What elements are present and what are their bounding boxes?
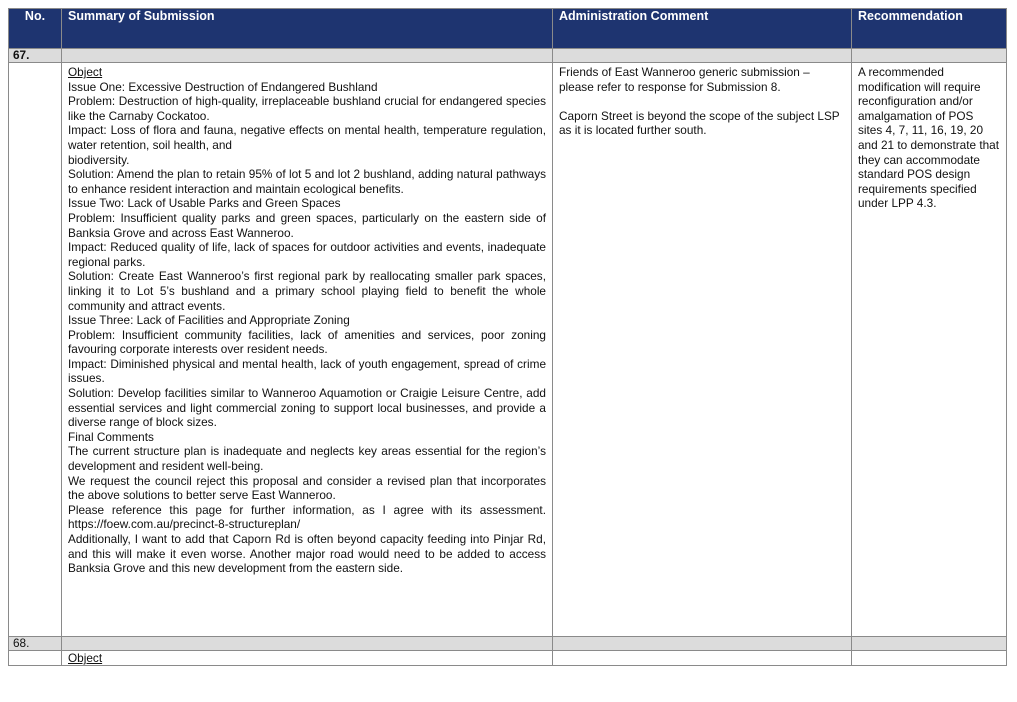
table-header-row <box>9 9 1007 49</box>
summary-line: Impact: Diminished physical and mental health, lack of youth engagement, spread of crime issues. <box>68 356 546 386</box>
summary-line: Solution: Develop facilities similar to Wanneroo Aquamotion or Craigie Leisure Centre, add essential services and light commercial zoning to support local businesses, and provide a diverse range of block sizes. <box>68 386 546 430</box>
header-no: No. <box>9 9 62 49</box>
admin-comment-cell <box>553 63 852 637</box>
table-row <box>9 63 1007 637</box>
table-row <box>9 651 1007 666</box>
summary-line: The current structure plan is inadequate and neglects key areas essential for the region’s development and resident well-being. <box>68 444 546 474</box>
number-row-cell <box>852 49 1007 63</box>
summary-text <box>68 65 546 576</box>
submissions-table <box>8 8 1007 666</box>
header-recommendation: Recommendation <box>852 9 1007 49</box>
recommendation-cell <box>852 651 1007 666</box>
admin-comment-paragraph: Friends of East Wanneroo generic submission – please refer to response for Submission 8. <box>559 65 810 94</box>
submission-number: 67. <box>9 49 62 63</box>
summary-line: Impact: Reduced quality of life, lack of spaces for outdoor activities and events, inadequate regional parks. <box>68 240 546 269</box>
summary-line: Solution: Create East Wanneroo’s first regional park by reallocating smaller park spaces, linking it to Lot 5’s bushland and a primary school playing field to benefit the whole community and attract events. <box>68 269 546 313</box>
number-row-cell <box>553 49 852 63</box>
recommendation-cell: A recommended modification will require reconfiguration and/or amalgamation of POS sites 4, 7, 11, 16, 19, 20 and 21 to demonstrate that they can accommodate standard POS design requirements specified under LPP 4.3. <box>852 63 1007 637</box>
summary-line: Problem: Insufficient community facilities, lack of amenities and services, poor zoning favouring corporate interests over resident needs. <box>68 327 546 357</box>
summary-line: Additionally, I want to add that Caporn Rd is often beyond capacity feeding into Pinjar Rd, and this will make it even worse. Another major road would need to be added to access Banksia Grove and this new development from the eastern side. <box>68 532 546 576</box>
summary-object-label: Object <box>68 65 103 79</box>
summary-cell <box>62 63 553 637</box>
submission-number: 68. <box>9 637 62 651</box>
summary-line: Final Comments <box>68 429 154 444</box>
header-admin-comment: Administration Comment <box>553 9 852 49</box>
summary-line: Please reference this page for further information, as I agree with its assessment. https://foew.com.au/precinct-8-structureplan/ <box>68 502 546 532</box>
summary-line: Issue Three: Lack of Facilities and Appropriate Zoning <box>68 313 350 328</box>
number-row-cell <box>553 637 852 651</box>
no-cell <box>9 63 62 637</box>
no-cell <box>9 651 62 666</box>
summary-line: biodiversity. <box>68 152 130 167</box>
summary-line: Issue Two: Lack of Usable Parks and Green Spaces <box>68 196 341 211</box>
summary-object-label: Object <box>68 651 103 665</box>
summary-line: Problem: Destruction of high-quality, irreplaceable bushland crucial for endangered species like the Carnaby Cockatoo. <box>68 94 546 123</box>
number-row-cell <box>62 49 553 63</box>
summary-line: We request the council reject this proposal and consider a revised plan that incorporates the above solutions to better serve East Wanneroo. <box>68 473 546 503</box>
admin-comment-cell <box>553 651 852 666</box>
summary-line: Solution: Amend the plan to retain 95% of lot 5 and lot 2 bushland, adding natural pathways to enhance resident interaction and maintain ecological benefits. <box>68 167 546 196</box>
number-row-cell <box>62 637 553 651</box>
number-row-cell <box>852 637 1007 651</box>
submission-number-row <box>9 637 1007 651</box>
summary-line: Impact: Loss of flora and fauna, negative effects on mental health, temperature regulation, water retention, soil health, and <box>68 123 546 152</box>
submission-number-row <box>9 49 1007 63</box>
summary-line: Problem: Insufficient quality parks and green spaces, particularly on the eastern side of Banksia Grove and across East Wanneroo. <box>68 210 546 240</box>
admin-comment-paragraph: Caporn Street is beyond the scope of the subject LSP as it is located further south. <box>559 108 840 138</box>
summary-line: Issue One: Excessive Destruction of Endangered Bushland <box>68 79 378 94</box>
header-summary: Summary of Submission <box>62 9 553 49</box>
summary-cell <box>62 651 553 666</box>
